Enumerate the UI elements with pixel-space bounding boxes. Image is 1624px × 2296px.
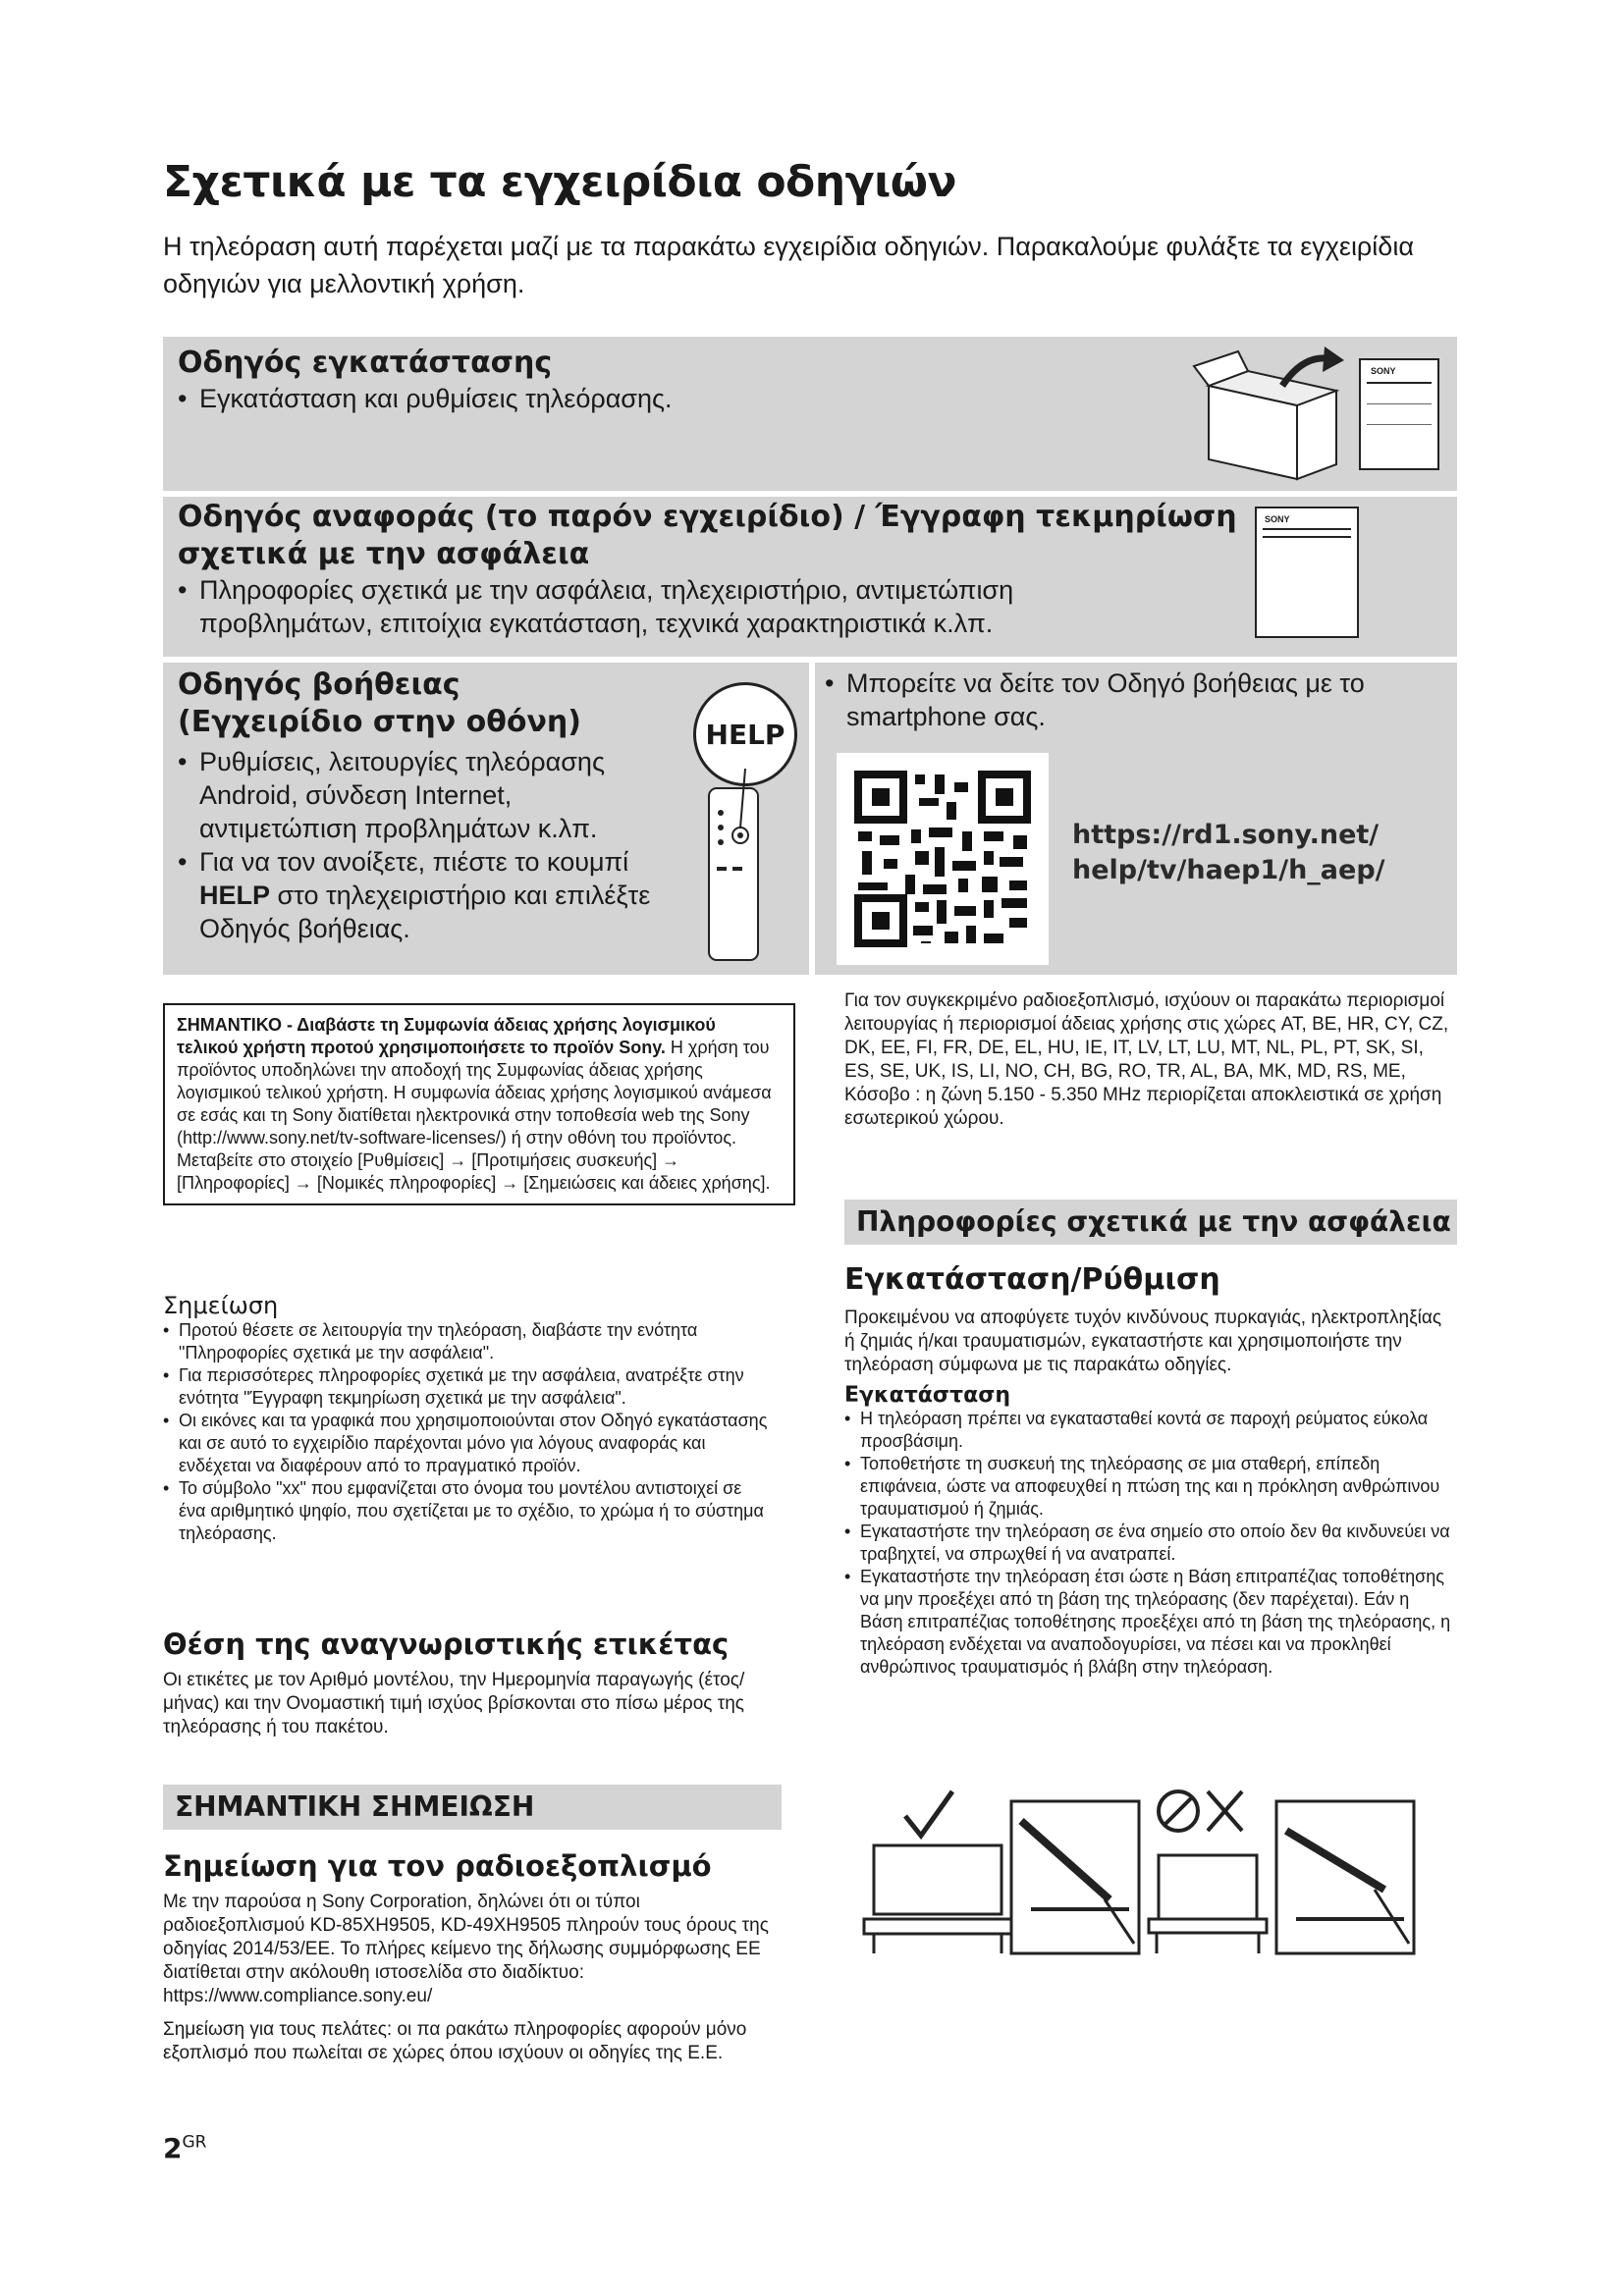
license-text: Η χρήση του προϊόντος υποδηλώνει την αποδοχή της Συμφωνίας άδειας χρήσης λογισμικού τελικού χρήστη. Η συμφωνία άδειας χρήσης λογισμικού ανάμεσα σε εσάς και τη Sony διατίθεται ηλεκτρονικά στην τοποθεσία web της Sony (http://www.sony.net/tv-software-licenses/) ή στην οθόνη του προϊόντος. Μεταβείτε στο στοιχείο [Ρυθμίσεις] → [Προτιμήσεις συσκευής] → [Πληροφορίες] → [Νομικές πληροφορίες] → [Σημειώσεις και άδειες χρήσης]. — [177, 1038, 772, 1193]
label-heading: Θέση της αναγνωριστικής ετικέτας — [163, 1628, 730, 1661]
radio-para-2: Σημείωση για τους πελάτες: οι πα ρακάτω πληροφορίες αφορούν μόνο εξοπλισμό που πωλείται σε χώρες όπου ισχύουν οι οδηγίες της Ε.Ε. — [163, 2019, 747, 2063]
check-icon — [905, 1791, 952, 1836]
label-section — [163, 1628, 772, 1739]
radio-para-1: Με την παρούσα η Sony Corporation, δηλώνει ότι οι τύποι ραδιοεξοπλισμού KD-85XH9505, KD-49XH9505 πληρούν τους όρους της οδηγίας 2014/53/ΕΕ. Το πλήρες κείμενο της δήλωσης συμμόρφωσης ΕΕ διατίθεται στην ακόλουθη ιστοσελίδα στο διαδίκτυο: https://www.compliance.sony.eu/ — [163, 1892, 769, 2006]
smartphone-bullet: • Μπορείτε να δείτε τον Οδηγό βοήθειας με το smartphone σας. — [825, 668, 1365, 731]
sony-logo: SONY — [1265, 514, 1290, 524]
box-open-illustration — [1189, 347, 1346, 484]
note-heading: Σημείωση — [163, 1292, 279, 1319]
installation-illustration — [854, 1782, 1443, 1958]
page-title: Σχετικά με τα εγχειρίδια οδηγιών — [163, 157, 956, 207]
sony-logo: SONY — [1371, 366, 1396, 376]
help-url-line1[interactable]: https://rd1.sony.net/ — [1072, 820, 1380, 850]
note-item: • Για περισσότερες πληροφορίες σχετικά με την ασφάλεια, ανατρέξτε στην ενότητα "Έγγραφη τεκμηρίωση σχετικά με την ασφάλεια". — [163, 1365, 744, 1408]
license-bold-text: ΣΗΜΑΝΤΙΚΟ - Διαβάστε τη Συμφωνία άδειας χρήσης λογισμικού τελικού χρήστη προτού χρησιμοποιήσετε το προϊόν Sony. — [177, 1015, 716, 1057]
help-guide-bullet-1: • Ρυθμίσεις, λειτουργίες τηλεόρασης Android, σύνδεση Internet, αντιμετώπιση προβλημάτων κ.λπ. — [178, 747, 605, 843]
note-item: • Προτού θέσετε σε λειτουργία την τηλεόραση, διαβάστε την ενότητα "Πληροφορίες σχετικά με την ασφάλεια". — [163, 1320, 698, 1362]
radio-heading: Σημείωση για τον ραδιοεξοπλισμό — [163, 1849, 712, 1883]
safety-item: • Εγκαταστήστε την τηλεόραση σε ένα σημείο στο οποίο δεν θα κινδυνεύει να τραβηχτεί, να σπρωχθεί ή να ανατραπεί. — [844, 1522, 1450, 1564]
note-section — [163, 1292, 772, 1545]
help-badge: HELP — [693, 682, 797, 786]
setup-guide-bullet: • Εγκατάσταση και ρυθμίσεις τηλεόρασης. — [178, 384, 673, 413]
help-guide-bullet-2: • Για να τον ανοίξετε, πιέστε το κουμπί HELP στο τηλεχειριστήριο και επιλέξτε Οδηγός βοήθειας. — [178, 847, 651, 943]
qr-code — [837, 753, 1049, 965]
safety-intro: Προκειμένου να αποφύγετε τυχόν κινδύνους πυρκαγιάς, ηλεκτροπληξίας ή ζημιάς ή/και τραυματισμών, εγκαταστήστε και χρησιμοποιήστε την τηλεόραση σύμφωνα με τις παρακάτω οδηγίες. — [844, 1308, 1441, 1375]
help-guide-panel — [163, 663, 809, 975]
note-item: • Οι εικόνες και τα γραφικά που χρησιμοποιούνται στον Οδηγό εγκατάστασης και σε αυτό το εγχειρίδιο παρέχονται μόνο για λόγους αναφοράς και ενδέχεται να διαφέρουν από το πραγματικό προϊόν. — [163, 1411, 768, 1475]
safety-item: • Η τηλεόραση πρέπει να εγκατασταθεί κοντά σε παροχή ρεύματος εύκολα προσβάσιμη. — [844, 1409, 1429, 1451]
important-note-bar: ΣΗΜΑΝΤΙΚΗ ΣΗΜΕΙΩΣΗ — [163, 1785, 782, 1830]
radio-restrictions-text: Για τον συγκεκριμένο ραδιοεξοπλισμό, ισχύουν οι παρακάτω περιορισμοί λειτουργίας ή περιορισμοί άδειας χρήσης στις χώρες AT, BE, HR, CY, CZ, DK, EE, FI, FR, DE, EL, HU, IE, IT, LV, LT, LU, MT, NL, PL, PT, SK, SI, ES, SE, UK, IS, LI, NO, CH, BG, RO, TR, AL, BA, MK, MD, RS, ME, Κόσοβο : η ζώνη 5.150 - 5.350 MHz περιορίζεται αποκλειστικά σε χρήση εσωτερικού χώρου. — [844, 990, 1449, 1129]
setup-guide-booklet — [1359, 358, 1439, 470]
help-guide-heading: Οδηγός βοήθειας (Εγχειρίδιο στην οθόνη) — [178, 667, 581, 739]
page-number: $2^{GR}$ — [163, 2132, 207, 2164]
help-url-line2[interactable]: help/tv/haep1/h_aep/ — [1072, 855, 1385, 885]
safety-section — [844, 1262, 1453, 1679]
setup-guide-heading: Οδηγός εγκατάστασης — [178, 346, 553, 380]
help-smartphone-panel — [815, 663, 1457, 975]
setup-guide-panel — [163, 337, 1457, 491]
safety-subheading: Εγκατάσταση — [844, 1383, 1010, 1408]
reference-guide-panel — [163, 497, 1457, 657]
safety-item: • Εγκαταστήστε την τηλεόραση έτσι ώστε η Βάση επιτραπέζιας τοποθέτησης να μην προεξέχει από τη βάση της τηλεόρασης (δεν παρέχεται). Εάν η Βάση επιτραπέζιας τοποθέτησης προεξέχει από τη βάση της τηλεόρασης, η τηλεόραση ενδέχεται να αναποδογυρίσει, να πέσει και να προκληθεί ανθρώπινος τραυματισμός ή βλάβη στην τηλεόραση. — [844, 1567, 1451, 1677]
safety-heading: Εγκατάσταση/Ρύθμιση — [844, 1262, 1220, 1297]
safety-bar: Πληροφορίες σχετικά με την ασφάλεια — [844, 1200, 1457, 1245]
safety-item: • Τοποθετήστε τη συσκευή της τηλεόρασης σε μια σταθερή, επίπεδη επιφάνεια, ώστε να αποφευχθεί η πτώση της και η πρόκληση ανθρώπινου τραυματισμού ή ζημιάς. — [844, 1454, 1440, 1519]
reference-guide-booklet — [1255, 507, 1359, 638]
label-text: Οι ετικέτες με τον Αριθμό μοντέλου, την Ημερομηνία παραγωγής (έτος/μήνας) και την Ονομαστική τιμή ισχύος βρίσκονται στο πίσω μέρος της τηλεόρασης ή του πακέτου. — [163, 1670, 745, 1737]
intro-text: Η τηλεόραση αυτή παρέχεται μαζί με τα παρακάτω εγχειρίδια οδηγιών. Παρακαλούμε φυλάξτε τα εγχειρίδια οδηγιών για μελλοντική χρήση. — [163, 232, 1414, 298]
remote-control-icon — [701, 769, 770, 965]
radio-section — [163, 1849, 772, 2065]
reference-guide-bullet: • Πληροφορίες σχετικά με την ασφάλεια, τηλεχειριστήριο, αντιμετώπιση προβλημάτων, επιτοίχια εγκατάσταση, τεχνικά χαρακτηριστικά κ.λπ. — [178, 575, 1014, 638]
reference-guide-heading: Οδηγός αναφοράς (το παρόν εγχειρίδιο) / Έγγραφη τεκμηρίωση σχετικά με την ασφάλεια — [178, 500, 1237, 571]
note-item: • Το σύμβολο "xx" που εμφανίζεται στο όνομα του μοντέλου αντιστοιχεί σε ένα αριθμητικό ψηφίο, που σχετίζεται με το σχέδιο, το χρώμα ή το σύστημα τηλεόρασης. — [163, 1478, 764, 1543]
license-notice-box — [163, 1003, 795, 1205]
